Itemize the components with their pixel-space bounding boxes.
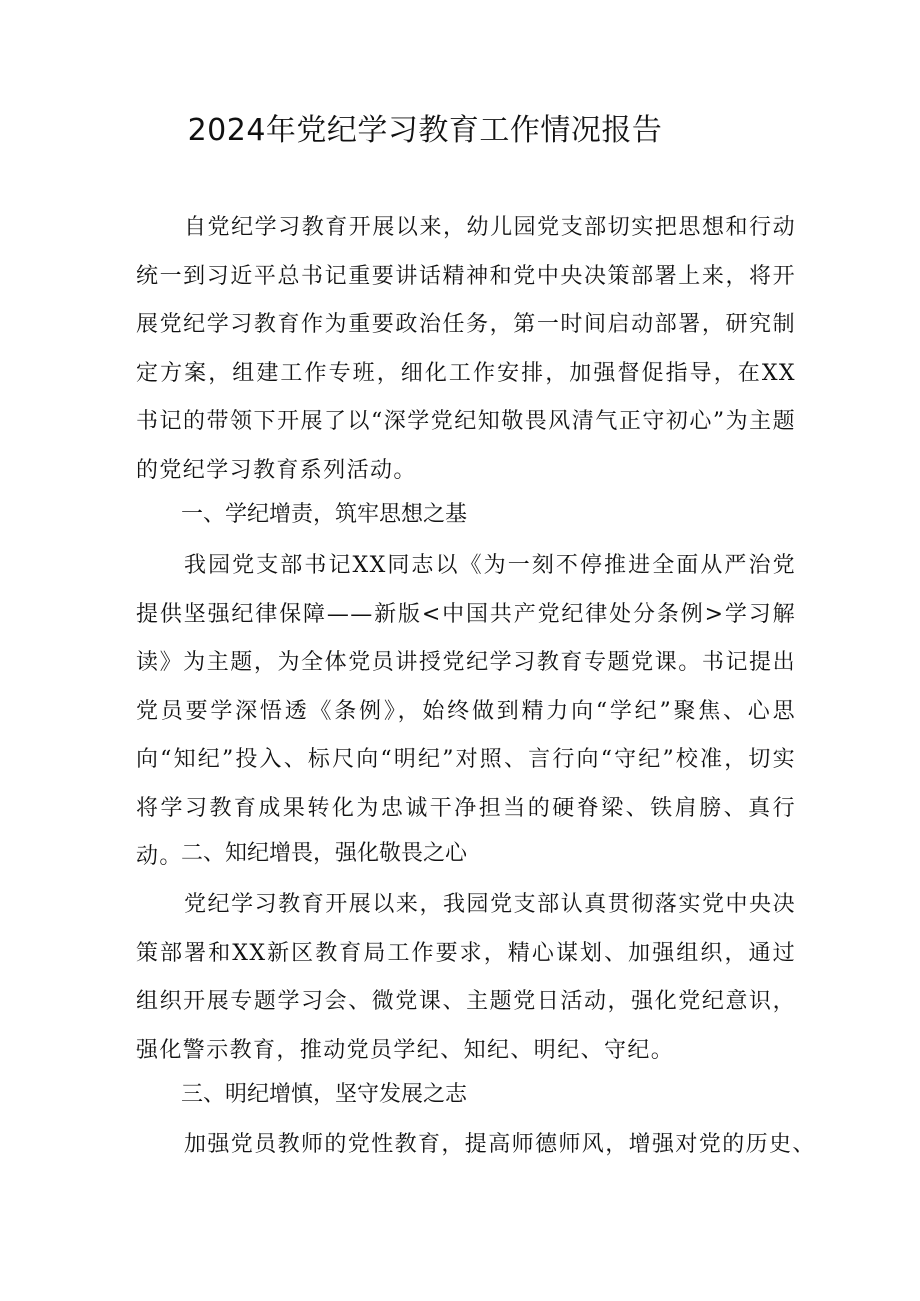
section-paragraph-3: 加强党员教师的党性教育，提高师德师风，增强对党的历史、 bbox=[184, 1132, 816, 1157]
section-paragraph-2: 党纪学习教育开展以来，我园党支部认真贯彻落实党中央决策部署和XX新区教育局工作要求，精心谋划、加强组织，通过组织开展专题学习会、微党课、主题党日活动，强化党纪意识，强化警示教育，推动党员学纪、知纪、明纪、守纪。 bbox=[136, 892, 796, 1063]
section-paragraph-1: 我园党支部书记XX同志以《为一刻不停推进全面从严治党提供坚强纪律保障——新版<中国共产党纪律处分条例>学习解读》为主题，为全体党员讲授党纪学习教育专题党课。书记提出党员要学深悟透《条例》，始终做到精力向“学纪”聚焦、心思向“知纪”投入、标尺向“明纪”对照、言行向“守纪”校准，切实将学习教育成果转化为忠诚干净担当的硬脊梁、铁肩膀、真行动。 bbox=[136, 553, 796, 869]
document-title: 2024年党纪学习教育工作情况报告 bbox=[187, 113, 663, 148]
intro-paragraph: 自党纪学习教育开展以来，幼儿园党支部切实把思想和行动统一到习近平总书记重要讲话精神和党中央决策部署上来，将开展党纪学习教育作为重要政治任务，第一时间启动部署，研究制定方案，组建工作专班，细化工作安排，加强督促指导，在XX书记的带领下开展了以“深学党纪知敬畏风清气正守初心”为主题的党纪学习教育系列活动。 bbox=[136, 215, 796, 483]
section-heading-2: 二、知纪增畏，强化敬畏之心 bbox=[181, 841, 468, 866]
section-heading-3: 三、明纪增慎，坚守发展之志 bbox=[181, 1082, 468, 1107]
section-heading-1: 一、学纪增责，筑牢思想之基 bbox=[181, 502, 468, 527]
